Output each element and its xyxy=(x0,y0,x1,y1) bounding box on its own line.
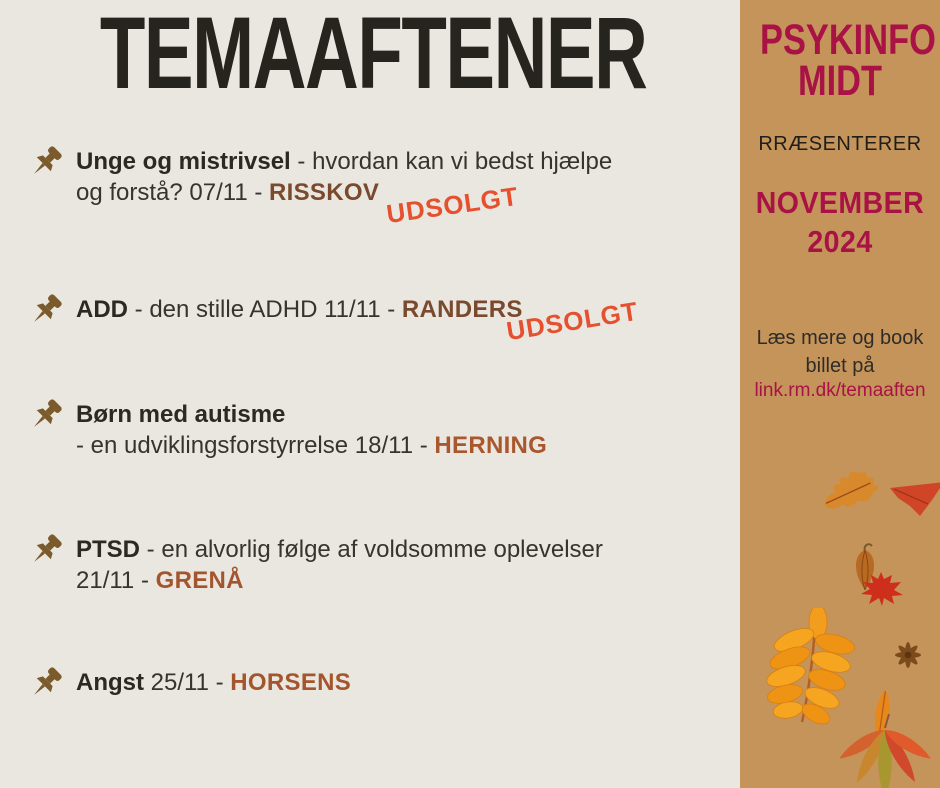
event-city: RISSKOV xyxy=(269,179,380,206)
pushpin-icon xyxy=(26,530,66,570)
maple-leaf-image xyxy=(858,570,906,613)
info-line-2: billet på xyxy=(805,355,875,377)
star-anise-image xyxy=(888,638,928,677)
event-desc: - en alvorlig følge af voldsomme oplevelser xyxy=(140,536,603,563)
brand-title xyxy=(760,16,936,105)
event-city: RANDERS xyxy=(401,296,523,323)
event-item xyxy=(26,667,724,703)
event-item xyxy=(26,534,724,596)
event-desc: - en udviklingsforstyrrelse 18/11 - xyxy=(76,432,435,459)
booking-link[interactable]: link.rm.dk/temaaften xyxy=(754,380,926,401)
sold-out-stamp: UDSOLGT xyxy=(504,295,641,347)
event-desc: - den stille ADHD 11/11 - xyxy=(128,296,402,323)
info-text xyxy=(740,324,940,380)
event-desc-line2: 21/11 - xyxy=(76,567,156,594)
event-title: Angst xyxy=(76,669,144,696)
event-title: ADD xyxy=(76,296,128,323)
page-title: TEMAAFTENER xyxy=(99,0,647,110)
red-leaf-fragment-image xyxy=(888,480,940,525)
pushpin-icon xyxy=(26,395,66,435)
event-title: Unge og mistrivsel xyxy=(76,148,291,175)
creeper-leaf-image xyxy=(826,712,940,788)
event-item xyxy=(26,146,724,208)
month-label: NOVEMBER xyxy=(755,185,925,220)
month-block xyxy=(748,183,932,261)
event-desc: 25/11 - xyxy=(144,669,231,696)
brand-line-1: PSYKINFO xyxy=(760,16,936,64)
presents-label: RRÆSENTERER xyxy=(758,133,922,155)
pushpin-icon xyxy=(26,142,66,182)
event-item xyxy=(26,399,724,461)
event-title: Børn med autisme xyxy=(76,401,286,428)
info-line-1: Læs mere og book xyxy=(756,327,924,349)
event-city: HORSENS xyxy=(230,669,352,696)
sold-out-stamp: UDSOLGT xyxy=(384,180,521,230)
sidebar xyxy=(740,0,940,788)
event-city: GRENÅ xyxy=(155,567,244,594)
pushpin-icon xyxy=(26,290,66,330)
year-label: 2024 xyxy=(807,224,873,259)
event-desc: - hvordan kan vi bedst hjælpe xyxy=(290,148,613,175)
oak-leaf-image xyxy=(816,466,886,523)
event-title: PTSD xyxy=(76,536,141,563)
brand-line-2: MIDT xyxy=(797,57,883,105)
event-desc-line2: og forstå? 07/11 - xyxy=(76,179,270,206)
event-city: HERNING xyxy=(434,432,548,459)
pushpin-icon xyxy=(26,663,66,703)
